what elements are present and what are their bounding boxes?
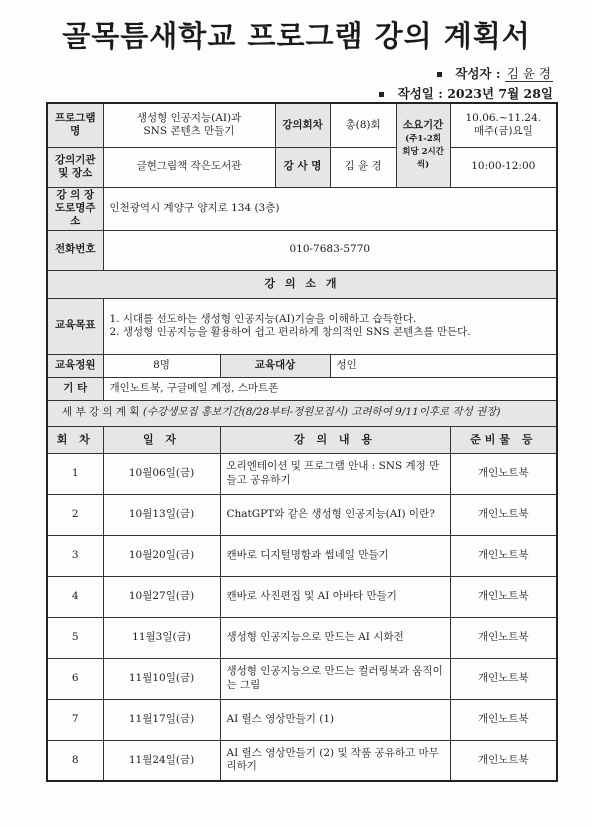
intro-section-title: 강 의 소 개 (47, 270, 557, 298)
plan-title-row (47, 400, 557, 426)
lecturer-label: 강 사 명 (275, 147, 330, 187)
goal-item: 2. 생성형 인공지능을 활용하여 쉽고 편리하게 창의적인 SNS 콘텐츠를 만든다. (109, 326, 471, 338)
session-prep: 개인노트북 (450, 617, 557, 658)
sessions-label: 강의회차 (275, 103, 330, 147)
institution-value: 글현그림책 작은도서관 (103, 147, 275, 187)
session-content: AI 릴스 영상만들기 (2) 및 작품 공유하고 마무리하기 (220, 740, 450, 781)
session-content: ChatGPT와 같은 생성형 인공지능(AI) 이란? (220, 494, 450, 535)
session-no: 7 (47, 699, 103, 740)
table-row (47, 740, 557, 781)
session-no: 6 (47, 658, 103, 699)
col-header-no: 회 차 (47, 426, 103, 453)
col-header-prep: 준비물 등 (450, 426, 557, 453)
goal-item: 1. 시대를 선도하는 생성형 인공지능(AI)기술을 이해하고 습득한다. (109, 312, 417, 325)
session-prep: 개인노트북 (450, 494, 557, 535)
session-prep: 개인노트북 (450, 699, 557, 740)
session-date: 10월27일(금) (103, 576, 220, 617)
table-row (47, 658, 557, 699)
info-row-address (47, 187, 557, 230)
address-value: 인천광역시 계양구 양지로 134 (3층) (103, 187, 557, 230)
goal-value (103, 298, 557, 354)
table-row (47, 494, 557, 535)
date-label: 작성일 : (397, 86, 443, 101)
table-row (47, 617, 557, 658)
session-content: 생성형 인공지능으로 만드는 컬러링북과 움직이는 그림 (220, 658, 450, 699)
bullet-icon (437, 72, 442, 77)
session-date: 11월17일(금) (103, 699, 220, 740)
plan-title: 세 부 강 의 계 획 (수강생모집 홍보기간(8/28부터-정원모집시) 고려하여 9/11이후로 작성 권장) (47, 400, 557, 426)
session-no: 3 (47, 535, 103, 576)
phone-label: 전화번호 (47, 230, 103, 270)
duration-label: 소요기간 (주1-2회 회당 2시간씩) (396, 103, 450, 187)
session-prep: 개인노트북 (450, 576, 557, 617)
table-row (47, 453, 557, 494)
author-line (437, 64, 553, 82)
etc-row (47, 377, 557, 400)
duration-value: 10.06.~11.24. 매주(금)요일 (450, 103, 557, 147)
table-row (47, 699, 557, 740)
session-date: 11월10일(금) (103, 658, 220, 699)
phone-value: 010-7683-5770 (103, 230, 557, 270)
session-prep: 개인노트북 (450, 453, 557, 494)
session-no: 4 (47, 576, 103, 617)
capacity-value: 8명 (103, 354, 220, 377)
date-value: 2023년 7월 28일 (447, 86, 553, 101)
session-no: 5 (47, 617, 103, 658)
bullet-icon (379, 92, 384, 97)
session-prep: 개인노트북 (450, 658, 557, 699)
capacity-label: 교육정원 (47, 354, 103, 377)
etc-value: 개인노트북, 구글메일 계정, 스마트폰 (103, 377, 557, 400)
program-value: 생성형 인공지능(AI)과 SNS 콘텐츠 만들기 (103, 103, 275, 147)
info-row-program (47, 103, 557, 147)
lecture-plan-table (46, 102, 558, 782)
address-label: 강 의 장 도로명주소 (47, 187, 103, 230)
session-content: 캔바로 사진편집 및 AI 아바타 만들기 (220, 576, 450, 617)
goal-label: 교육목표 (47, 298, 103, 354)
sessions-value: 총(8)회 (330, 103, 396, 147)
session-date: 11월3일(금) (103, 617, 220, 658)
session-no: 2 (47, 494, 103, 535)
session-content: 오리엔테이션 및 프로그램 안내 : SNS 계정 만들고 공유하기 (220, 453, 450, 494)
author-value: 김 윤 경 (506, 66, 551, 81)
session-content: 캔바로 디지털명함과 썸네일 만들기 (220, 535, 450, 576)
session-date: 10월06일(금) (103, 453, 220, 494)
table-row (47, 535, 557, 576)
session-no: 1 (47, 453, 103, 494)
table-row (47, 576, 557, 617)
session-content: 생성형 인공지능으로 만드는 AI 시화전 (220, 617, 450, 658)
session-date: 10월13일(금) (103, 494, 220, 535)
etc-label: 기 타 (47, 377, 103, 400)
session-prep: 개인노트북 (450, 535, 557, 576)
plan-note: (수강생모집 홍보기간(8/28부터-정원모집시) 고려하여 9/11이후로 작성 권장) (142, 406, 501, 419)
intro-section-header (47, 270, 557, 298)
time-value: 10:00-12:00 (450, 147, 557, 187)
session-content: AI 릴스 영상만들기 (1) (220, 699, 450, 740)
program-label: 프로그램명 (47, 103, 103, 147)
date-line (379, 84, 553, 102)
col-header-date: 일 자 (103, 426, 220, 453)
capacity-row (47, 354, 557, 377)
lecturer-value: 김 윤 경 (330, 147, 396, 187)
target-value: 성인 (330, 354, 557, 377)
session-date: 11월24일(금) (103, 740, 220, 781)
session-prep: 개인노트북 (450, 740, 557, 781)
session-date: 10월20일(금) (103, 535, 220, 576)
author-label: 작성자 : (455, 66, 501, 81)
goal-row (47, 298, 557, 354)
col-header-content: 강 의 내 용 (220, 426, 450, 453)
target-label: 교육대상 (220, 354, 330, 377)
institution-label: 강의기관 및 장소 (47, 147, 103, 187)
schedule-header-row (47, 426, 557, 453)
document-title: 골목틈새학교 프로그램 강의 계획서 (62, 19, 531, 53)
session-no: 8 (47, 740, 103, 781)
info-row-phone (47, 230, 557, 270)
info-row-institution (47, 147, 557, 187)
